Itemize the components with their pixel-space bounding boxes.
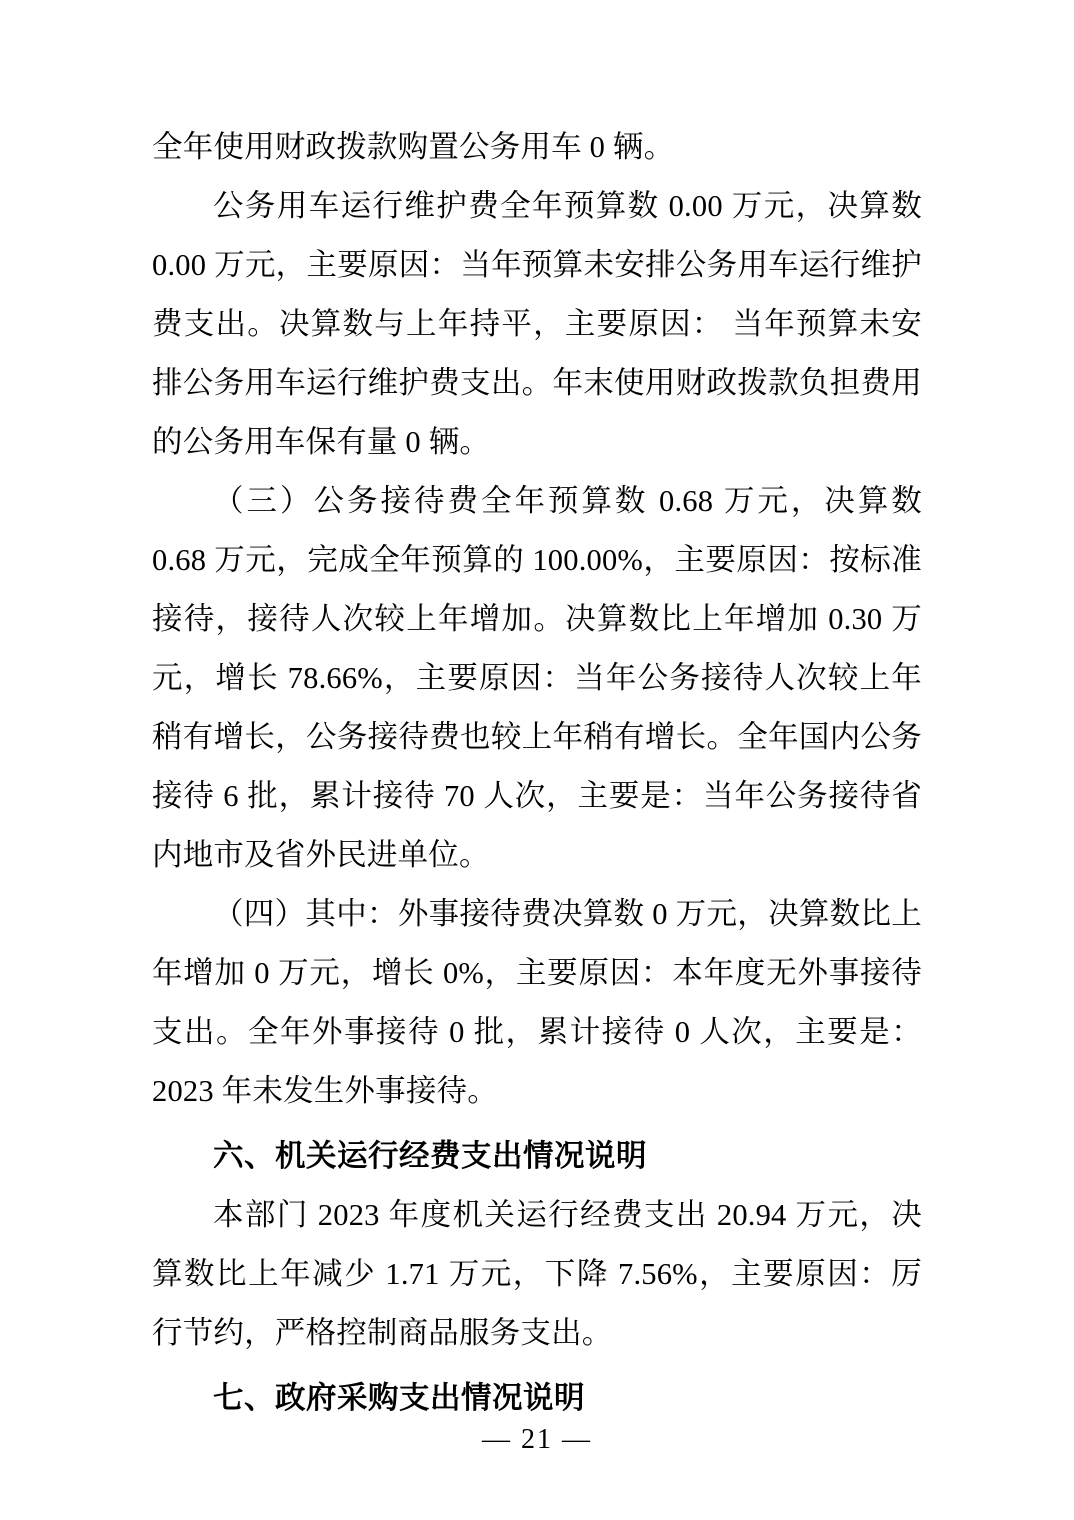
paragraph-foreign-affairs-reception: （四）其中：外事接待费决算数 0 万元，决算数比上年增加 0 万元，增长 0%，主要原因：本年度无外事接待支出。全年外事接待 0 批，累计接待 0 人次，主要是：2023 年未发生外事接待。	[152, 897, 922, 1108]
heading-section-seven: 七、政府采购支出情况说明	[213, 1381, 585, 1416]
paragraph-section-six: 本部门 2023 年度机关运行经费支出 20.94 万元，决算数比上年减少 1.71 万元，下降 7.56%，主要原因：厉行节约，严格控制商品服务支出。	[152, 1198, 922, 1350]
heading-section-six: 六、机关运行经费支出情况说明	[213, 1139, 647, 1174]
paragraph-official-reception: （三）公务接待费全年预算数 0.68 万元，决算数 0.68 万元，完成全年预算的 100.00%，主要原因：按标准接待，接待人次较上年增加。决算数比上年增加 0.30 万元，增长 78.66%，主要原因：当年公务接待人次较上年稍有增长，公务接待费也较上年稍有增长。全年国内公务接待 6 批，累计接待 70 人次，主要是：当年公务接待省内地市及省外民进单位。	[152, 484, 922, 872]
paragraph-vehicle-purchase: 全年使用财政拨款购置公务用车 0 辆。	[152, 130, 675, 164]
paragraph-vehicle-maintenance: 公务用车运行维护费全年预算数 0.00 万元，决算数 0.00 万元，主要原因：当年预算未安排公务用车运行维护费支出。决算数与上年持平，主要原因： 当年预算未安排公务用车运行维护费支出。年末使用财政拨款负担费用的公务用车保有量 0 辆。	[152, 189, 922, 459]
page-number: — 21 —	[482, 1424, 592, 1455]
